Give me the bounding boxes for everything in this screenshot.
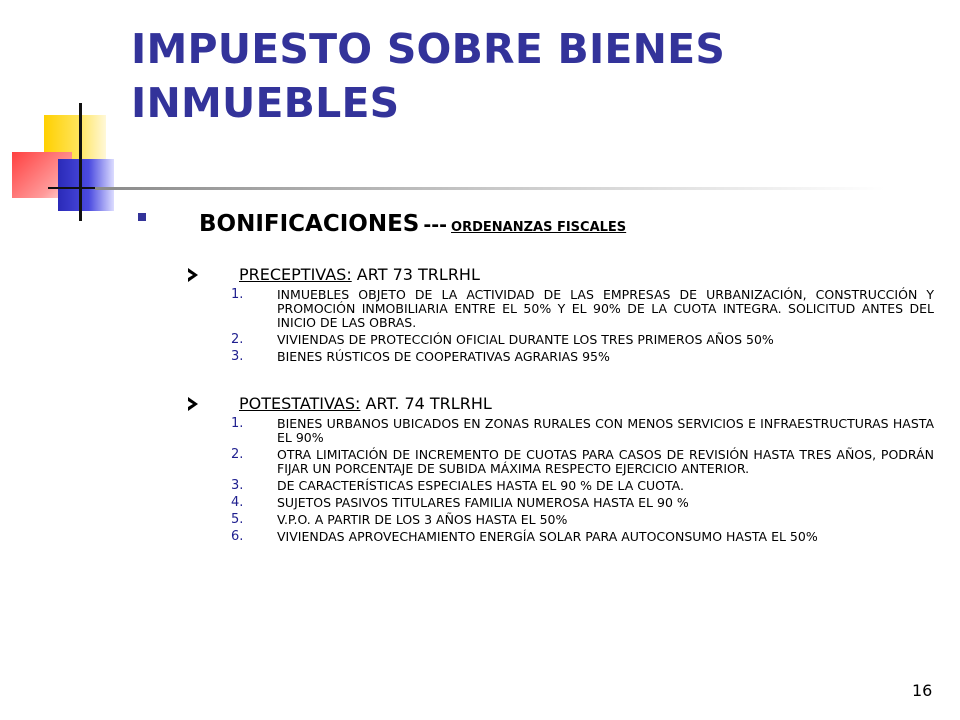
list-item bbox=[184, 288, 934, 330]
list-item bbox=[184, 479, 934, 493]
preceptivas-section bbox=[184, 265, 934, 367]
item-text: VIVIENDAS DE PROTECCIÓN OFICIAL DURANTE LOS TRES PRIMEROS AÑOS 50% bbox=[277, 332, 774, 347]
item-text: VIVIENDAS APROVECHAMIENTO ENERGÍA SOLAR PARA AUTOCONSUMO HASTA EL 50% bbox=[277, 529, 818, 544]
list-item bbox=[184, 417, 934, 445]
item-text: DE CARACTERÍSTICAS ESPECIALES HASTA EL 90 % DE LA CUOTA. bbox=[277, 478, 684, 493]
item-number: 2. bbox=[231, 447, 244, 462]
ordenanzas-fiscales-link[interactable]: ORDENANZAS FISCALES bbox=[451, 220, 627, 235]
preceptivas-heading bbox=[184, 265, 934, 287]
item-text: V.P.O. A PARTIR DE LOS 3 AÑOS HASTA EL 50% bbox=[277, 512, 568, 527]
title-underline-rule bbox=[95, 187, 885, 190]
item-number: 5. bbox=[231, 512, 244, 527]
preceptivas-ref: ART 73 TRLRHL bbox=[351, 265, 480, 284]
slide-title bbox=[131, 22, 725, 130]
arrow-bullet-icon bbox=[188, 397, 198, 411]
item-number: 1. bbox=[231, 287, 244, 302]
item-number: 6. bbox=[231, 529, 244, 544]
potestativas-heading bbox=[184, 394, 934, 416]
vertical-line-decoration bbox=[79, 103, 82, 221]
potestativas-section bbox=[184, 394, 934, 547]
potestativas-list bbox=[184, 417, 934, 544]
blue-square-decoration bbox=[58, 159, 114, 211]
item-text: BIENES URBANOS UBICADOS EN ZONAS RURALES CON MENOS SERVICIOS E INFRAESTRUCTURAS HASTA EL 90% bbox=[277, 416, 934, 445]
item-number: 4. bbox=[231, 495, 244, 510]
list-item bbox=[184, 350, 934, 364]
square-bullet-icon bbox=[138, 213, 146, 221]
bonificaciones-heading-row bbox=[135, 211, 935, 245]
item-number: 3. bbox=[231, 478, 244, 493]
bonificaciones-label: BONIFICACIONES bbox=[199, 211, 420, 237]
item-number: 3. bbox=[231, 349, 244, 364]
slide-title-line-1: IMPUESTO SOBRE BIENES bbox=[131, 25, 726, 73]
item-number: 2. bbox=[231, 332, 244, 347]
bonificaciones-heading bbox=[199, 211, 626, 237]
potestativas-ref: ART. 74 TRLRHL bbox=[360, 394, 492, 413]
item-number: 1. bbox=[231, 416, 244, 431]
slide-title-line-2: INMUEBLES bbox=[131, 79, 400, 127]
heading-separator: --- bbox=[423, 214, 448, 236]
list-item bbox=[184, 448, 934, 476]
item-text: INMUEBLES OBJETO DE LA ACTIVIDAD DE LAS EMPRESAS DE URBANIZACIÓN, CONSTRUCCIÓN Y PROMOCIÓN INMOBILIARIA ENTRE EL 50% Y EL 90% DE LA CUOTA INTEGRA. SOLICITUD ANTES DEL INICIO DE LAS OBRAS. bbox=[277, 287, 934, 330]
list-item bbox=[184, 530, 934, 544]
list-item bbox=[184, 333, 934, 347]
arrow-bullet-icon bbox=[188, 268, 198, 282]
decorative-logo bbox=[0, 95, 140, 220]
preceptivas-list bbox=[184, 288, 934, 364]
item-text: OTRA LIMITACIÓN DE INCREMENTO DE CUOTAS PARA CASOS DE REVISIÓN HASTA TRES AÑOS, PODRÁN FIJAR UN PORCENTAJE DE SUBIDA MÁXIMA RESPECTO EJERCICIO ANTERIOR. bbox=[277, 447, 934, 476]
list-item bbox=[184, 496, 934, 510]
item-text: SUJETOS PASIVOS TITULARES FAMILIA NUMEROSA HASTA EL 90 % bbox=[277, 495, 689, 510]
potestativas-label: POTESTATIVAS: bbox=[239, 394, 361, 413]
item-text: BIENES RÚSTICOS DE COOPERATIVAS AGRARIAS 95% bbox=[277, 349, 610, 364]
preceptivas-label: PRECEPTIVAS: bbox=[239, 265, 352, 284]
list-item bbox=[184, 513, 934, 527]
page-number: 16 bbox=[912, 681, 933, 700]
